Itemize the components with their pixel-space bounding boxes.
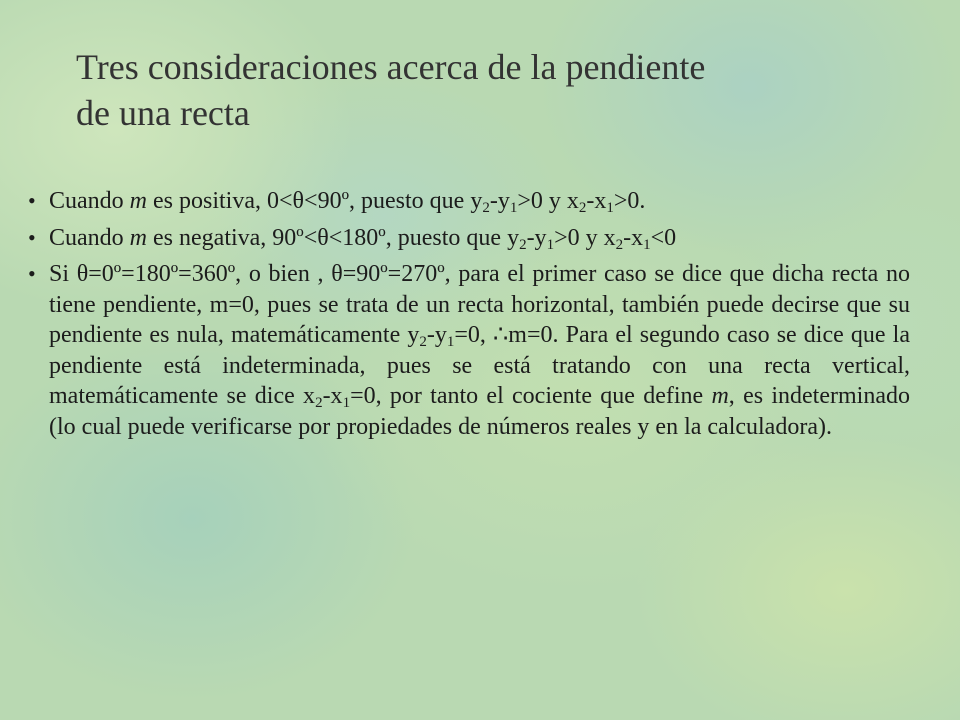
text: Cuando [49, 224, 130, 251]
subscript: 1 [606, 200, 614, 216]
subscript: 1 [509, 200, 518, 216]
text: -y [526, 224, 547, 251]
slide-title [76, 44, 876, 136]
bullet-item-zero-and-undefined-slope [22, 259, 910, 442]
text: es negativa, 90º<θ<180º, puesto que y [147, 224, 520, 251]
text: Cuando [49, 188, 130, 214]
text: >0 y x [517, 188, 579, 214]
subscript: 1 [643, 236, 651, 253]
text: >0. [613, 188, 646, 214]
subscript: 2 [578, 200, 587, 216]
text: -x [322, 383, 343, 409]
subscript: 2 [315, 395, 323, 411]
text: >0 y x [554, 224, 616, 251]
subscript: 2 [419, 334, 427, 350]
text: es positiva, 0<θ<90º, puesto que y [147, 188, 483, 214]
bullet-item-negative-slope [22, 223, 910, 254]
bullet-list [22, 186, 910, 448]
text: , es indeterminado (lo cual puede verificarse por propiedades de números reales y en la calculadora). [49, 383, 910, 440]
subscript: 1 [446, 334, 455, 350]
text: -x [586, 188, 607, 214]
subscript: 1 [342, 395, 351, 411]
text: Si θ=0º=180º=360º, o bien , θ=90º=270º, para el primer caso se dice que dicha recta no tiene pendiente, m=0, pues se trata de un recta horizontal, también puede decirse que su pendiente es nula, matemáticamente y [49, 261, 910, 348]
bullet-dot-icon: • [28, 188, 36, 213]
bullet-item-positive-slope [22, 186, 910, 217]
subscript: 2 [482, 200, 490, 216]
subscript: 2 [519, 236, 527, 253]
text: =0, ∴m=0. Para el segundo caso se dice que la pendiente está indeterminada, pues se está tratando con una recta vertical, matemáticamente se dice x [49, 322, 910, 409]
variable-m: m [129, 188, 148, 214]
subscript: 2 [615, 236, 624, 253]
text: =0, por tanto el cociente que define [350, 383, 712, 409]
variable-m: m [129, 224, 148, 251]
subscript: 1 [546, 236, 555, 253]
variable-m: m [711, 383, 729, 409]
title-line-1: Tres consideraciones acerca de la pendiente [76, 47, 706, 87]
title-line-2: de una recta [76, 93, 250, 133]
text: -y [426, 322, 447, 348]
text: -y [489, 188, 510, 214]
bullet-dot-icon: • [28, 224, 36, 250]
text: -x [623, 224, 644, 251]
text: <0 [650, 224, 677, 251]
bullet-dot-icon: • [28, 261, 36, 286]
